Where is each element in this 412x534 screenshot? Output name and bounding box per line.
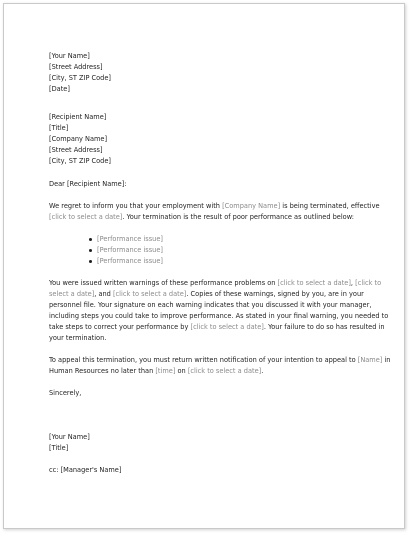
effective-date-picker[interactable]: [click to select a date] (49, 213, 123, 221)
list-item[interactable]: [Performance issue] (97, 234, 394, 245)
letter-page (3, 3, 405, 529)
recipient-city: [City, ST ZIP Code] (49, 157, 111, 165)
appeal-paragraph: To appeal this termination, you must return written notification of your intention to appeal to [Name] in Human Resources no later than [time] on [click to select a date]. (49, 356, 391, 375)
deadline-date-picker[interactable]: [click to select a date] (190, 323, 264, 331)
hr-name-placeholder[interactable]: [Name] (357, 356, 383, 364)
list-item[interactable]: [Performance issue] (97, 245, 394, 256)
recipient-name: [Recipient Name] (49, 113, 107, 121)
letter-date: [Date] (49, 85, 70, 93)
signature-block (49, 432, 394, 454)
recipient-street: [Street Address] (49, 146, 103, 154)
sender-name: [Your Name] (49, 52, 90, 60)
warning-date-2-picker[interactable]: [click to select a date] (49, 279, 382, 298)
salutation: Dear [Recipient Name]: (49, 180, 127, 188)
recipient-company: [Company Name] (49, 135, 108, 143)
recipient-title: [Title] (49, 124, 69, 132)
list-item[interactable]: [Performance issue] (97, 256, 394, 267)
company-name-placeholder[interactable]: [Company Name] (222, 202, 281, 210)
signature-title: [Title] (49, 444, 69, 452)
appeal-date-picker[interactable]: [click to select a date] (187, 367, 262, 375)
warnings-paragraph: You were issued written warnings of these performance problems on [click to select a date], [click to select a date], and [click to select a date]. Copies of these warnings, signed by you, are in your personnel file. Your signature on each warning indicates that you discussed it with your manager, including steps you could take to improve performance. As stated in your final warning, you needed to take steps to correct your performance by [click to select a date]. Your failure to do so has resulted in your termination. (49, 279, 389, 342)
appeal-time-placeholder[interactable]: [time] (155, 367, 176, 375)
signature-name: [Your Name] (49, 433, 90, 441)
recipient-address-block (49, 112, 394, 167)
cc-line: cc: [Manager's Name] (49, 466, 122, 474)
sender-street: [Street Address] (49, 63, 103, 71)
performance-issues-list (49, 234, 394, 267)
warning-date-3-picker[interactable]: [click to select a date] (112, 290, 187, 298)
sender-city: [City, ST ZIP Code] (49, 74, 111, 82)
closing: Sincerely, (49, 389, 82, 397)
sender-address-block (49, 51, 394, 95)
termination-paragraph: We regret to inform you that your employment with [Company Name] is being terminated, effective [click to select a date]. Your termination is the result of poor performance as outlined below: (49, 202, 380, 221)
warning-date-1-picker[interactable]: [click to select a date] (277, 279, 351, 287)
letter-body (49, 51, 394, 476)
